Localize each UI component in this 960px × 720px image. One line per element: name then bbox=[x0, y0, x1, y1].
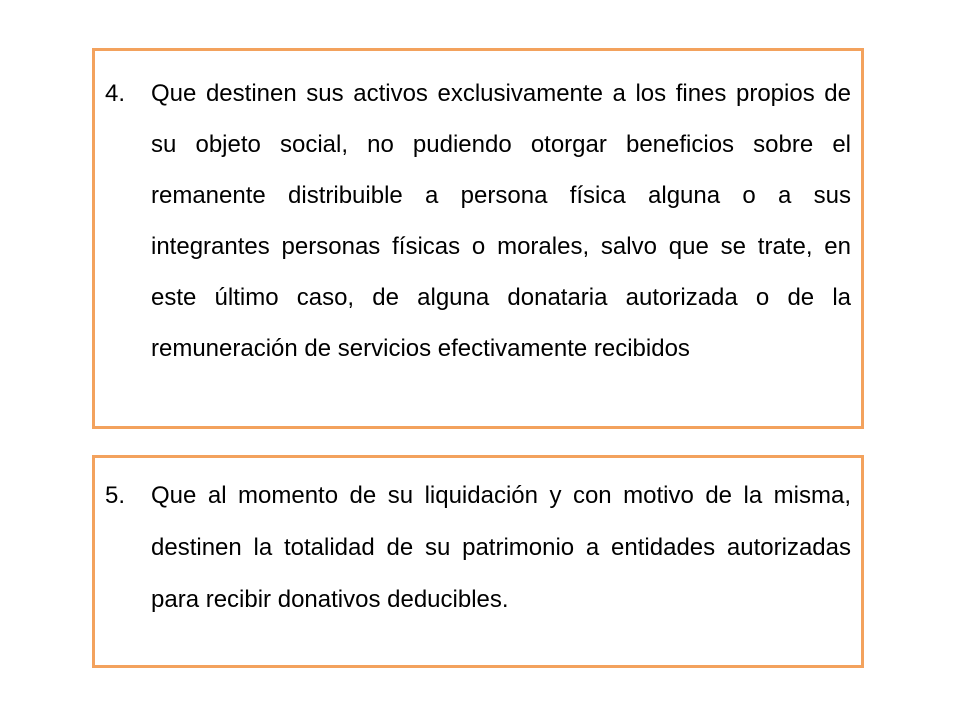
item-number: 5. bbox=[105, 482, 126, 509]
item-text: Que destinen sus activos exclusivamente a los fines propios de su objeto social, no pudiendo otorgar beneficios sobre el remanente distribuible a persona física alguna o a sus integrantes personas físicas o morales, salvo que se trate, en este último caso, de alguna donataria autorizada o de la remuneración de servicios efectivamente recibidos bbox=[151, 80, 851, 362]
requirement-item-4 bbox=[105, 68, 851, 374]
requirement-box-5 bbox=[92, 455, 864, 668]
item-text: Que al momento de su liquidación y con motivo de la misma, destinen la totalidad de su patrimonio a entidades autorizadas para recibir donativos deducibles. bbox=[151, 482, 851, 613]
requirement-box-4 bbox=[92, 48, 864, 429]
requirement-item-5 bbox=[105, 470, 851, 626]
item-number: 4. bbox=[105, 80, 126, 107]
